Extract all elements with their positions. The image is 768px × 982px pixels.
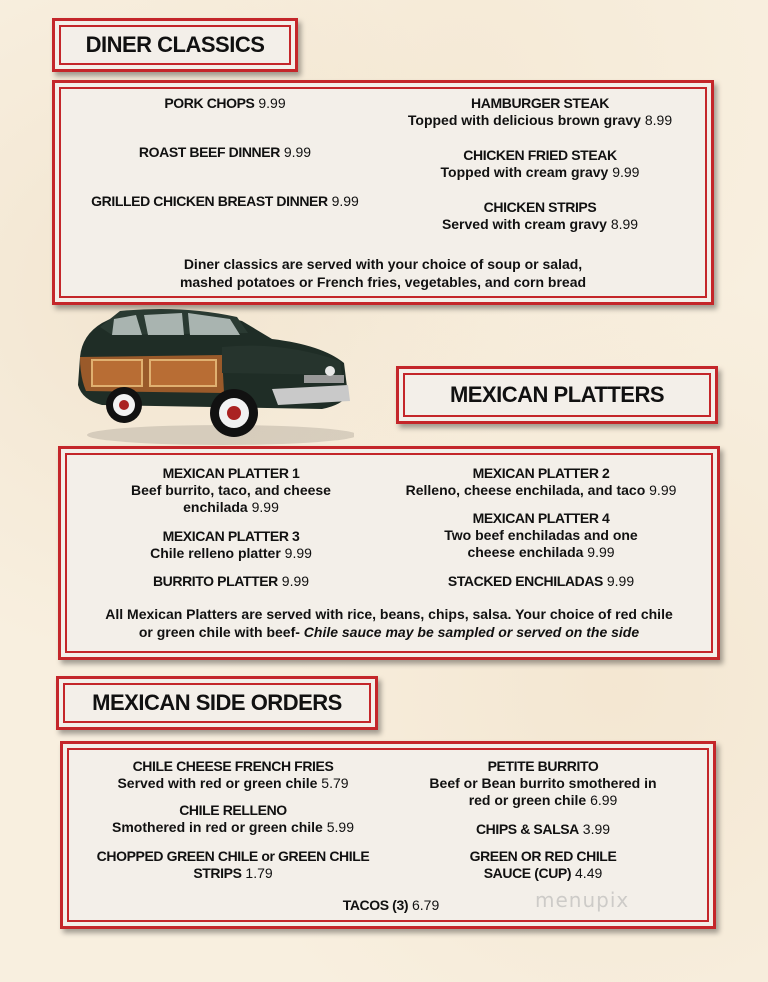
mexican-side-orders-header [56,676,378,730]
mexican-platters-header [396,366,718,424]
menu-item: GREEN OR RED CHILE SAUCE (CUP) 4.49 [469,848,617,881]
menu-item: CHICKEN FRIED STEAK Topped with cream gravy 9.99 [440,147,640,180]
diner-classics-title: DINER CLASSICS [85,32,265,57]
menu-item: CHILE RELLENO Smothered in red or green chile 5.99 [112,802,354,835]
mexican-platters-note: All Mexican Platters are served with rice, beans, chips, salsa. Your choice of red chile or green chile with beef- Chile sauce may be sampled or served on the side [105,606,673,640]
menu-item: PORK CHOPS 9.99 [164,95,286,111]
mexican-side-orders-title: MEXICAN SIDE ORDERS [92,690,342,715]
menu-item: BURRITO PLATTER 9.99 [152,573,310,589]
diner-classics-header [52,18,298,72]
mexican-platters-title: MEXICAN PLATTERS [449,382,665,407]
classic-woody-car-illustration [72,305,354,455]
menu-item: CHICKEN STRIPS Served with cream gravy 8.99 [441,199,639,232]
menu-item: MEXICAN PLATTER 4 Two beef enchiladas and one cheese enchilada 9.99 [444,510,638,560]
menu-item: GRILLED CHICKEN BREAST DINNER 9.99 [91,193,359,209]
menu-item: CHILE CHEESE FRENCH FRIES Served with red or green chile 5.79 [117,758,349,791]
menu-item: PETITE BURRITO Beef or Bean burrito smothered in red or green chile 6.99 [429,758,657,808]
menu-item: STACKED ENCHILADAS 9.99 [447,573,635,589]
menu-item: MEXICAN PLATTER 3 Chile relleno platter 9.99 [150,528,312,561]
menu-item: MEXICAN PLATTER 2 Relleno, cheese enchilada, and taco 9.99 [405,465,677,498]
menu-item: CHIPS & SALSA 3.99 [475,821,611,837]
menupix-watermark: menupix [535,888,630,912]
menu-item: HAMBURGER STEAK Topped with delicious brown gravy 8.99 [407,95,673,128]
menu-item: MEXICAN PLATTER 1 Beef burrito, taco, and cheese enchilada 9.99 [131,465,331,515]
menu-item: CHOPPED GREEN CHILE or GREEN CHILE STRIPS 1.79 [96,848,370,881]
menu-item: TACOS (3) 6.79 [342,897,440,913]
diner-classics-panel [52,80,714,305]
mexican-platters-panel [58,446,720,660]
diner-classics-note: Diner classics are served with your choice of soup or salad, mashed potatoes or French fries, vegetables, and corn bread [179,256,587,290]
menu-item: ROAST BEEF DINNER 9.99 [138,144,312,160]
